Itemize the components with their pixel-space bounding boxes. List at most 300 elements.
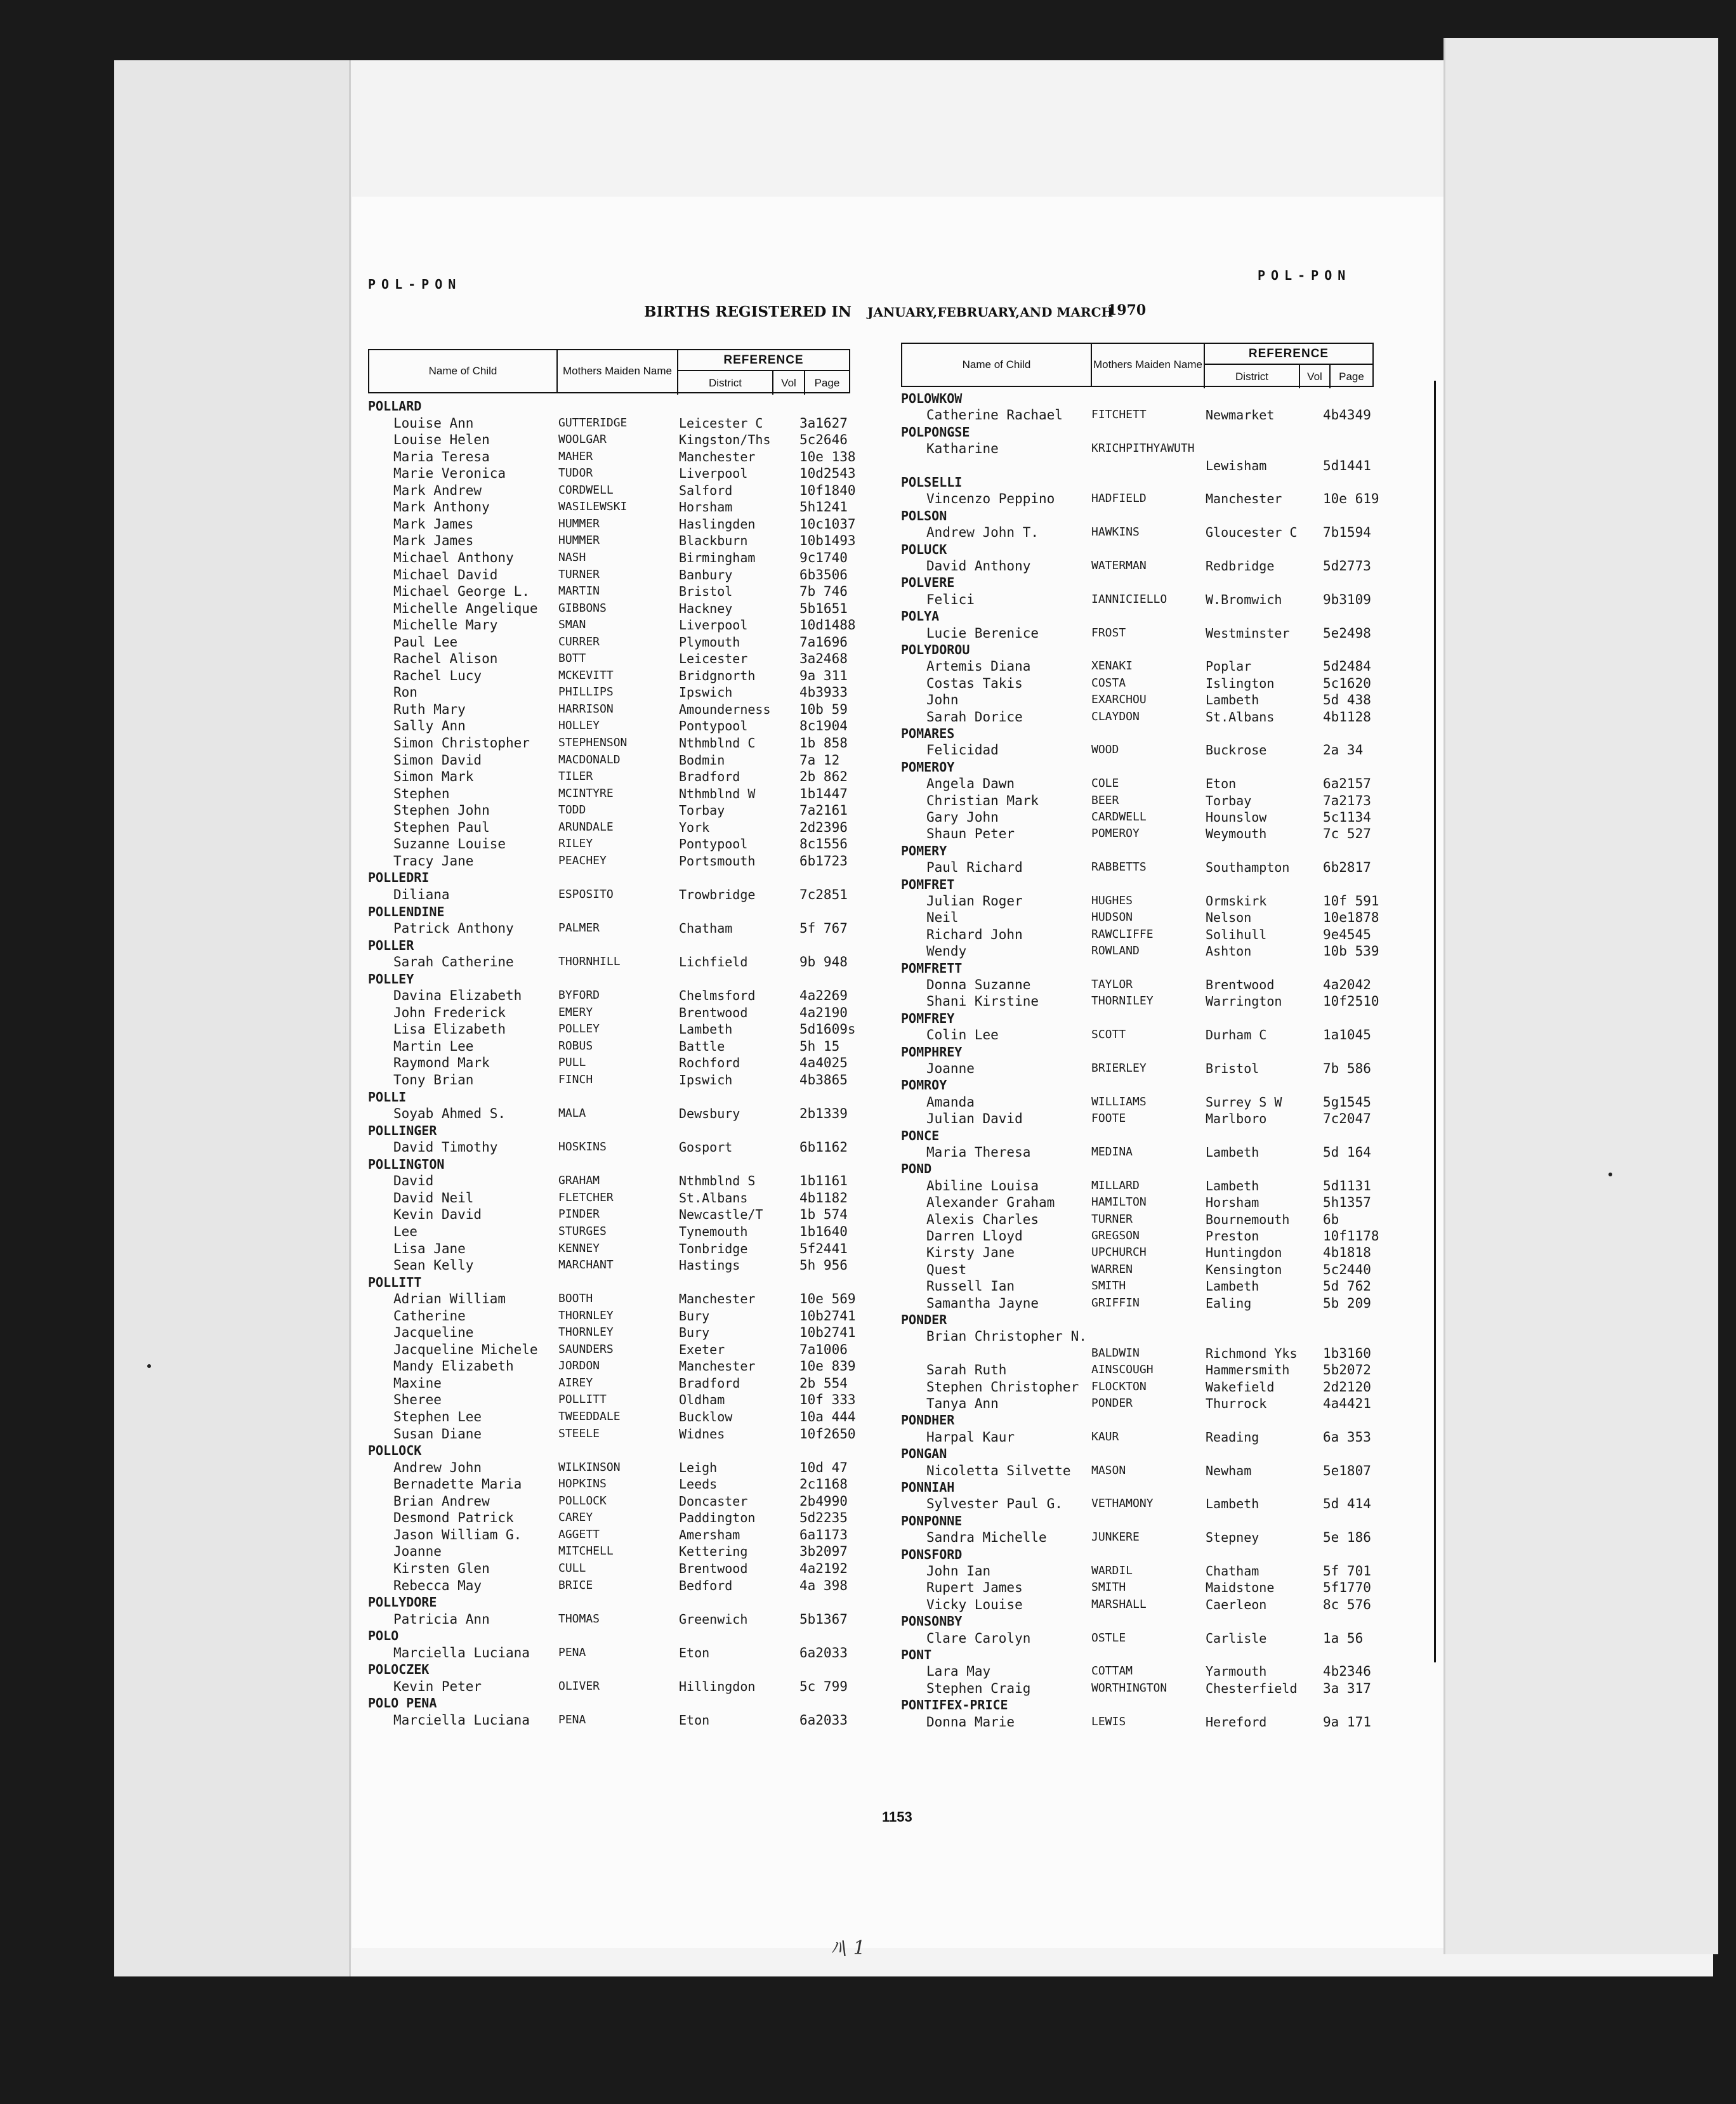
handwritten-note: ﾊ\ 1	[831, 1937, 865, 1959]
mothers-maiden-name: XENAKI	[1091, 659, 1133, 673]
birth-entry	[368, 449, 876, 464]
surname: POMARES	[901, 726, 955, 741]
birth-entry	[368, 1106, 876, 1121]
mothers-maiden-name: KAUR	[1091, 1430, 1119, 1443]
volume-page: 10c1037	[799, 516, 856, 532]
given-names: Soyab Ahmed S.	[393, 1106, 506, 1122]
mothers-maiden-name: PINDER	[558, 1207, 600, 1221]
given-names: Brian Christopher N.	[926, 1329, 1087, 1345]
birth-entry	[901, 676, 1421, 691]
volume-page: 5b1367	[799, 1611, 848, 1627]
birth-entry	[368, 1527, 876, 1542]
surname: POMERY	[901, 843, 947, 858]
volume-page: 8c1904	[799, 718, 848, 734]
given-names: Stephen Craig	[926, 1680, 1031, 1696]
given-names: Tracy Jane	[393, 853, 474, 869]
district: Eton	[679, 1712, 710, 1728]
given-names: Michael David	[393, 567, 498, 582]
mothers-maiden-name: MITCHELL	[558, 1544, 614, 1558]
volume-page: 6b2817	[1323, 860, 1371, 876]
district: Horsham	[679, 499, 733, 515]
district: Marlboro	[1206, 1111, 1267, 1127]
volume-page: 7c2047	[1323, 1111, 1371, 1127]
birth-entry	[368, 432, 876, 447]
birth-entry	[368, 1072, 876, 1088]
mothers-maiden-name: TILER	[558, 770, 593, 784]
given-names: Lee	[393, 1223, 418, 1239]
district: Lambeth	[679, 1022, 733, 1037]
birth-entry	[368, 416, 876, 431]
volume-page: 9e4545	[1323, 926, 1371, 942]
surname-heading	[901, 1647, 1421, 1662]
surname-heading	[901, 575, 1421, 590]
mothers-maiden-name: OLIVER	[558, 1679, 600, 1693]
surname: POLYA	[901, 608, 940, 624]
volume-page: 7b 746	[799, 584, 848, 600]
volume-page: 5c2646	[799, 432, 848, 448]
volume-page: 4b1182	[799, 1190, 848, 1206]
mothers-maiden-name: THORNLEY	[558, 1325, 614, 1339]
surname-heading	[901, 843, 1421, 858]
district: Nthmblnd W	[679, 786, 756, 801]
mothers-maiden-name: CAREY	[558, 1511, 593, 1525]
given-names: Stephen Lee	[393, 1409, 482, 1424]
birth-entry	[901, 1563, 1421, 1579]
mothers-maiden-name: WARDIL	[1091, 1564, 1133, 1577]
mothers-maiden-name: UPCHURCH	[1091, 1246, 1147, 1259]
mothers-maiden-name: THORNHILL	[558, 955, 621, 969]
volume-page: 7a2161	[799, 803, 848, 819]
mothers-maiden-name: MCINTYRE	[558, 786, 614, 800]
volume-page: 10e 839	[799, 1358, 856, 1374]
mothers-maiden-name: POLLITT	[558, 1393, 607, 1407]
district: Bradford	[679, 769, 740, 785]
district: Chatham	[679, 921, 733, 937]
given-names: Richard John	[926, 926, 1023, 942]
surname: PONCE	[901, 1128, 940, 1143]
surname-heading	[901, 1128, 1421, 1143]
birth-entry	[368, 753, 876, 768]
volume-page: 5e2498	[1323, 625, 1371, 641]
birth-entry	[901, 1463, 1421, 1478]
district: Hereford	[1206, 1714, 1267, 1730]
volume-page: 10e 619	[1323, 491, 1379, 507]
given-names: Desmond Patrick	[393, 1510, 514, 1526]
birth-entry	[368, 516, 876, 532]
district: Hillingdon	[679, 1678, 756, 1694]
birth-entry	[368, 1258, 876, 1273]
mothers-maiden-name: MAHER	[558, 449, 593, 463]
district: Carlisle	[1206, 1630, 1267, 1646]
volume-page: 5d2235	[799, 1510, 848, 1526]
surname: POMEROY	[901, 759, 955, 775]
mothers-maiden-name: ESPOSITO	[558, 887, 614, 901]
birth-entry	[901, 893, 1421, 909]
mothers-maiden-name: WOOLGAR	[558, 433, 607, 447]
mothers-maiden-name: THOMAS	[558, 1612, 600, 1626]
given-names: Lisa Elizabeth	[393, 1022, 506, 1037]
surname-heading	[901, 1044, 1421, 1060]
given-names: Louise Helen	[393, 432, 490, 448]
surname-heading	[901, 1697, 1421, 1713]
surname-heading	[901, 1513, 1421, 1529]
volume-page: 1a1045	[1323, 1027, 1371, 1043]
birth-entry	[901, 927, 1421, 942]
mothers-maiden-name: MILLARD	[1091, 1178, 1140, 1192]
birth-entry	[368, 1494, 876, 1509]
surname: PONTIFEX-PRICE	[901, 1697, 1008, 1713]
mothers-maiden-name: VETHAMONY	[1091, 1497, 1154, 1511]
given-names: Mark Anthony	[393, 499, 490, 515]
given-names: Shani Kirstine	[926, 994, 1039, 1009]
scan-right-flap	[1443, 38, 1718, 1954]
district: Salford	[679, 482, 733, 498]
birth-entry	[901, 407, 1421, 423]
volume-page: 3a2468	[799, 651, 848, 667]
birth-entry	[901, 977, 1421, 992]
mothers-maiden-name: FITCHETT	[1091, 408, 1147, 422]
volume-page: 8c 576	[1323, 1596, 1371, 1612]
district: Eton	[1206, 776, 1237, 792]
volume-page: 5d 438	[1323, 692, 1371, 708]
given-names: Harpal Kaur	[926, 1429, 1015, 1445]
surname-heading	[901, 961, 1421, 976]
volume-page: 4b3933	[799, 685, 848, 700]
district: Wakefield	[1206, 1379, 1275, 1395]
volume-page: 10a 444	[799, 1409, 856, 1424]
volume-page: 6a1173	[799, 1527, 848, 1542]
surname: POLLI	[368, 1089, 407, 1105]
volume-page: 1b1161	[799, 1173, 848, 1189]
mothers-maiden-name: HOPKINS	[558, 1477, 607, 1491]
volume-page: 6b1723	[799, 853, 848, 869]
given-names: Michael George L.	[393, 584, 530, 600]
district: Nthmblnd C	[679, 735, 756, 751]
birth-entry	[901, 1061, 1421, 1076]
birth-entry	[368, 921, 876, 936]
given-names: John Frederick	[393, 1004, 506, 1020]
district: Newham	[1206, 1463, 1252, 1478]
mothers-maiden-name: CURRER	[558, 634, 600, 648]
birth-entry	[901, 1681, 1421, 1696]
volume-page: 6a2157	[1323, 776, 1371, 792]
birth-entry	[901, 1631, 1421, 1646]
given-names: Suzanne Louise	[393, 836, 506, 852]
birth-entry	[368, 1376, 876, 1391]
surname: POLLARD	[368, 398, 422, 414]
district: Bury	[679, 1308, 710, 1324]
surname-heading	[901, 608, 1421, 624]
given-names: Mark Andrew	[393, 482, 482, 498]
volume-page: 5f1770	[1323, 1580, 1371, 1596]
given-names: Maria Teresa	[393, 449, 490, 464]
surname-heading	[901, 542, 1421, 557]
district: Birmingham	[679, 549, 756, 565]
surname-heading	[901, 1614, 1421, 1629]
surname: PONDER	[901, 1312, 947, 1327]
birth-entry	[368, 651, 876, 666]
district: Brentwood	[1206, 977, 1275, 992]
volume-page: 5c1620	[1323, 675, 1371, 691]
district: Bodmin	[679, 752, 725, 768]
mothers-maiden-name: GRAHAM	[558, 1174, 600, 1188]
mothers-maiden-name: PENA	[558, 1713, 586, 1726]
mothers-maiden-name: ARUNDALE	[558, 820, 614, 834]
volume-page: 2b 554	[799, 1375, 848, 1391]
district: Leeds	[679, 1476, 718, 1492]
birth-entry	[901, 776, 1421, 791]
given-names: Davina Elizabeth	[393, 988, 522, 1004]
volume-page: 4b2346	[1323, 1664, 1371, 1680]
district: Kettering	[679, 1544, 748, 1560]
birth-entry	[901, 441, 1421, 456]
birth-entry	[901, 491, 1421, 506]
surname: POLSELLI	[901, 475, 963, 490]
district: Westminster	[1206, 625, 1290, 641]
given-names: Marciella Luciana	[393, 1645, 530, 1660]
mothers-maiden-name: TURNER	[558, 567, 600, 581]
volume-page: 10d 47	[799, 1459, 848, 1475]
mothers-maiden-name: STEELE	[558, 1426, 600, 1440]
birth-entry	[368, 1241, 876, 1256]
volume-page: 2d2120	[1323, 1379, 1371, 1395]
district: Pontypool	[679, 836, 748, 852]
surname-heading	[901, 1312, 1421, 1327]
birth-entry	[901, 525, 1421, 540]
birth-entry	[901, 810, 1421, 825]
district: Reading	[1206, 1429, 1259, 1445]
surname: POLVERE	[901, 575, 955, 591]
given-names: Sarah Catherine	[393, 954, 514, 970]
birth-entry	[368, 786, 876, 801]
district: Tonbridge	[679, 1240, 748, 1256]
district: Bury	[679, 1325, 710, 1341]
volume-page: 7c2851	[799, 886, 848, 902]
mothers-maiden-name: FROST	[1091, 626, 1126, 640]
district: Bradford	[679, 1375, 740, 1391]
district: Battle	[679, 1038, 725, 1054]
birth-entry	[901, 793, 1421, 808]
birth-entry	[368, 1207, 876, 1222]
volume-page: 10f1840	[799, 482, 856, 498]
volume-page: 4a2190	[799, 1004, 848, 1020]
surname-heading	[901, 1077, 1421, 1093]
district: Ormskirk	[1206, 893, 1267, 909]
scan-speck	[1608, 1173, 1612, 1176]
surname-heading	[901, 1011, 1421, 1026]
given-names: Kevin Peter	[393, 1678, 482, 1694]
district: Yarmouth	[1206, 1664, 1267, 1680]
mothers-maiden-name: JORDON	[558, 1359, 600, 1373]
district: St.Albans	[679, 1190, 748, 1206]
given-names: Julian David	[926, 1111, 1023, 1127]
given-names: Sarah Dorice	[926, 709, 1023, 725]
district: Buckrose	[1206, 742, 1267, 758]
mothers-maiden-name: FLOCKTON	[1091, 1379, 1147, 1393]
birth-entry	[368, 1005, 876, 1020]
birth-entry	[901, 1178, 1421, 1193]
surname: POLLEY	[368, 971, 414, 987]
given-names: Felici	[926, 591, 975, 607]
volume-page: 10f 333	[799, 1392, 856, 1408]
mothers-maiden-name: LEWIS	[1091, 1714, 1126, 1728]
given-names: Vicky Louise	[926, 1596, 1023, 1612]
surname: POLLENDINE	[368, 904, 445, 919]
birth-entry	[901, 1027, 1421, 1042]
district: Ipswich	[679, 685, 733, 700]
volume-page: 7a 12	[799, 752, 840, 768]
district: Manchester	[679, 449, 756, 464]
given-names: Patrick Anthony	[393, 921, 514, 937]
given-names: Stephen John	[393, 803, 490, 819]
birth-entry	[368, 1173, 876, 1188]
page-title-period: JANUARY,FEBRUARY,AND MARCH	[867, 305, 1114, 320]
surname-heading	[368, 938, 876, 953]
birth-entry	[901, 1245, 1421, 1260]
given-names: Michael Anthony	[393, 549, 514, 565]
district: Redbridge	[1206, 558, 1275, 574]
mothers-maiden-name: WASILEWSKI	[558, 500, 628, 514]
birth-entry	[368, 1039, 876, 1054]
birth-entry	[368, 1308, 876, 1324]
mothers-maiden-name: MARCHANT	[558, 1258, 614, 1272]
given-names: Donna Suzanne	[926, 977, 1031, 992]
birth-entry	[368, 685, 876, 700]
given-names: Tanya Ann	[926, 1396, 999, 1411]
volume-page: 5d 762	[1323, 1279, 1371, 1294]
mothers-maiden-name: PULL	[558, 1056, 586, 1070]
given-names: Michelle Mary	[393, 617, 498, 633]
volume-page: 9c1740	[799, 549, 848, 565]
surname-heading	[901, 726, 1421, 741]
volume-page: 5h1357	[1323, 1195, 1371, 1211]
volume-page: 5f2441	[799, 1240, 848, 1256]
mothers-maiden-name: HUMMER	[558, 516, 600, 530]
mothers-maiden-name: PENA	[558, 1645, 586, 1659]
volume-page: 4a 398	[799, 1577, 848, 1593]
given-names: Mark James	[393, 533, 474, 549]
birth-entry	[901, 626, 1421, 641]
district: Thurrock	[1206, 1396, 1267, 1411]
given-names: Lucie Berenice	[926, 625, 1039, 641]
district: Ipswich	[679, 1072, 733, 1088]
volume-page: 9b3109	[1323, 591, 1371, 607]
volume-page: 9b 948	[799, 954, 848, 970]
volume-page: 6b1162	[799, 1140, 848, 1155]
volume-page: 4b1818	[1323, 1245, 1371, 1261]
given-names: Joanne	[393, 1544, 442, 1560]
volume-page: 5d1131	[1323, 1178, 1371, 1193]
volume-page: 10f1178	[1323, 1228, 1379, 1244]
district: Stepney	[1206, 1530, 1259, 1546]
volume-page: 5d1609s	[799, 1022, 856, 1037]
volume-page: 6b3506	[799, 567, 848, 582]
district: Bucklow	[679, 1409, 733, 1424]
given-names: Tony Brian	[393, 1072, 474, 1088]
mothers-maiden-name: PEACHEY	[558, 853, 607, 867]
given-names: Neil	[926, 910, 959, 926]
district: Brentwood	[679, 1004, 748, 1020]
given-names: John Ian	[926, 1563, 991, 1579]
given-names: Susan Diane	[393, 1426, 482, 1442]
mothers-maiden-name: STURGES	[558, 1224, 607, 1238]
given-names: Lara May	[926, 1664, 991, 1680]
birth-entry	[368, 988, 876, 1003]
mothers-maiden-name: THORNILEY	[1091, 994, 1154, 1008]
birth-entry	[901, 1664, 1421, 1679]
given-names: Abiline Louisa	[926, 1178, 1039, 1193]
district: Leicester C	[679, 415, 763, 431]
district: Haslingden	[679, 516, 756, 532]
given-names: Sally Ann	[393, 718, 466, 734]
surname-heading	[901, 877, 1421, 892]
header-name-of-child: Name of Child	[428, 365, 497, 377]
volume-page: 9a 171	[1323, 1714, 1371, 1730]
birth-entry	[901, 1145, 1421, 1160]
volume-page: 10e 569	[799, 1291, 856, 1307]
district: Torbay	[1206, 792, 1252, 808]
surname-heading	[368, 1089, 876, 1105]
mothers-maiden-name: HARRISON	[558, 702, 614, 716]
district: Manchester	[679, 1358, 756, 1374]
volume-page: 5h 956	[799, 1258, 848, 1273]
given-names: Katharine	[926, 441, 999, 457]
given-names: Rachel Alison	[393, 651, 498, 667]
given-names: Stephen Christopher	[926, 1379, 1079, 1395]
given-names: Lisa Jane	[393, 1240, 466, 1256]
birth-entry	[901, 1530, 1421, 1545]
district: Lambeth	[1206, 1496, 1259, 1512]
given-names: Donna Marie	[926, 1714, 1015, 1730]
district: Trowbridge	[679, 886, 756, 902]
volume-page: 2b 862	[799, 769, 848, 785]
district: Dewsbury	[679, 1106, 740, 1122]
given-names: Ruth Mary	[393, 701, 466, 717]
given-names: Alexis Charles	[926, 1211, 1039, 1227]
surname-heading	[368, 870, 876, 885]
volume-page: 5b1651	[799, 600, 848, 616]
surname: POMROY	[901, 1077, 947, 1093]
birth-entry	[901, 1379, 1421, 1395]
district: Bristol	[1206, 1061, 1259, 1076]
surname-heading	[368, 1628, 876, 1643]
birth-entry	[901, 1279, 1421, 1294]
birth-entry	[901, 1296, 1421, 1311]
given-names: Sandra Michelle	[926, 1530, 1047, 1546]
volume-page: 2b4990	[799, 1493, 848, 1509]
given-names: Simon Mark	[393, 769, 474, 785]
volume-page: 5d2484	[1323, 659, 1371, 674]
birth-entry	[368, 836, 876, 851]
district: Brentwood	[679, 1560, 748, 1576]
district: Exeter	[679, 1341, 725, 1357]
birth-entry	[901, 692, 1421, 707]
surname-heading	[368, 1157, 876, 1172]
given-names: Louise Ann	[393, 415, 474, 431]
mothers-maiden-name: CORDWELL	[558, 483, 614, 497]
volume-page: 5h1241	[799, 499, 848, 515]
mothers-maiden-name: THORNLEY	[558, 1308, 614, 1322]
mothers-maiden-name: TODD	[558, 803, 586, 817]
birth-entry	[368, 1342, 876, 1357]
volume-page: 3b2097	[799, 1544, 848, 1560]
district: Bristol	[679, 584, 733, 600]
volume-page: 9a 311	[799, 667, 848, 683]
surname-heading	[901, 1547, 1421, 1562]
given-names: David	[393, 1173, 434, 1189]
mothers-maiden-name: NASH	[558, 550, 586, 564]
given-names: David Timothy	[393, 1140, 498, 1155]
